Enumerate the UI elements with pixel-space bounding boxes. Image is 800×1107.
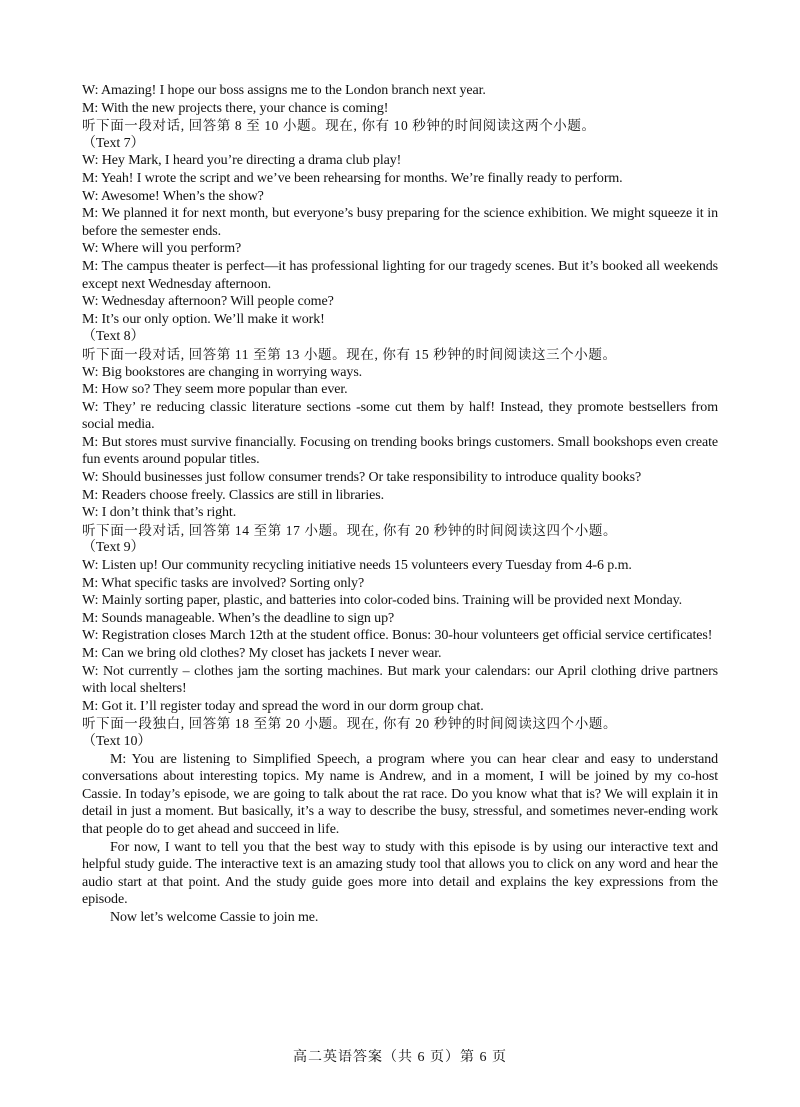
text-line: M: Can we bring old clothes? My closet has jackets I never wear. xyxy=(82,646,442,661)
section-heading: （Text 10） xyxy=(82,733,152,749)
text-line: M: Readers choose freely. Classics are still in libraries. xyxy=(82,487,384,503)
text-paragraph: M: We planned it for next month, but everyone’s busy preparing for the science exhibition. We might squeeze it in before the semester ends. xyxy=(82,206,718,239)
text-line: M: Yeah! I wrote the script and we’ve been rehearsing for months. We’re finally ready to perform. xyxy=(82,170,623,186)
instruction-line: 听下面一段对话, 回答第 11 至第 13 小题。现在, 你有 15 秒钟的时间阅读这三个小题。 xyxy=(82,346,617,362)
text-line: W: Big bookstores are changing in worrying ways. xyxy=(82,364,363,380)
document-body xyxy=(82,82,718,927)
text-paragraph: M: The campus theater is perfect—it has professional lighting for our tragedy scenes. But it’s booked all weekends except next Wednesday afternoon. xyxy=(82,258,718,292)
instruction-line: 听下面一段独白, 回答第 18 至第 20 小题。现在, 你有 20 秒钟的时间阅读这四个小题。 xyxy=(82,716,618,732)
text-line: W: I don’t think that’s right. xyxy=(82,505,237,521)
text-line: W: Should businesses just follow consumer trends? Or take responsibility to introduce quality books? xyxy=(82,470,642,486)
text-line: M: What specific tasks are involved? Sorting only? xyxy=(82,575,365,591)
text-line: W: Wednesday afternoon? Will people come? xyxy=(82,294,334,310)
text-line: M: Got it. I’ll register today and spread the word in our dorm group chat. xyxy=(82,698,484,714)
section-heading: （Text 7） xyxy=(82,135,145,151)
text-line: M: How so? They seem more popular than ever. xyxy=(82,382,348,398)
text-paragraph: W: Mainly sorting paper, plastic, and batteries into color-coded bins. Training will be provided next Monday. xyxy=(82,593,682,609)
text-paragraph: M: But stores must survive financially. Focusing on trending books brings customers. Small bookshops even create fun events around popular titles. xyxy=(82,434,718,468)
text-line: M: It’s our only option. We’ll make it work! xyxy=(82,311,325,327)
text-paragraph: W: Not currently – clothes jam the sorting machines. But mark your calendars: our April clothing drive partners with local shelters! xyxy=(82,663,718,697)
text-paragraph: W: They’ re reducing classic literature sections -some cut them by half! Instead, they promote bestsellers from social media. xyxy=(82,399,718,433)
instruction-line: 听下面一段对话, 回答第 14 至第 17 小题。现在, 你有 20 秒钟的时间阅读这四个小题。 xyxy=(82,522,618,538)
text-line: W: Hey Mark, I heard you’re directing a drama club play! xyxy=(82,153,402,169)
text-line: W: Listen up! Our community recycling initiative needs 15 volunteers every Tuesday from 4-6 p.m. xyxy=(82,558,632,574)
page-footer: 高二英语答案（共 6 页）第 6 页 xyxy=(293,1050,507,1065)
section-heading: （Text 8） xyxy=(82,329,145,345)
text-line: W: Awesome! When’s the show? xyxy=(82,188,264,204)
text-line: W: Amazing! I hope our boss assigns me to the London branch next year. xyxy=(82,83,486,98)
monologue-paragraph: M: You are listening to Simplified Speech, a program where you can hear clear and easy to understand conversations about interesting topics. My name is Andrew, and in a moment, I will be joined by my co-host Cassie. In today’s episode, we are going to talk about the rat race. Do you know what that is? We will explain it in detail in just a moment. But basically, it’s a way to describe the busy, stressful, and sometimes never-ending work that people do to get ahead and succeed in life. xyxy=(82,751,718,837)
instruction-line: 听下面一段对话, 回答第 8 至 10 小题。现在, 你有 10 秒钟的时间阅读这两个小题。 xyxy=(82,118,596,134)
text-line: M: Sounds manageable. When’s the deadline to sign up? xyxy=(82,610,395,626)
text-paragraph: W: Registration closes March 12th at the student office. Bonus: 30-hour volunteers get official service certificates! xyxy=(82,628,713,644)
monologue-paragraph: Now let’s welcome Cassie to join me. xyxy=(110,909,319,925)
text-line: W: Where will you perform? xyxy=(82,241,242,257)
section-heading: （Text 9） xyxy=(82,540,145,556)
monologue-paragraph: For now, I want to tell you that the best way to study with this episode is by using our interactive text and helpful study guide. The interactive text is an amazing study tool that allows you to click on any word and hear the audio start at that point. And the study guide goes more into detail and explains the key expressions from the episode. xyxy=(82,839,718,908)
text-line: M: With the new projects there, your chance is coming! xyxy=(82,100,389,116)
